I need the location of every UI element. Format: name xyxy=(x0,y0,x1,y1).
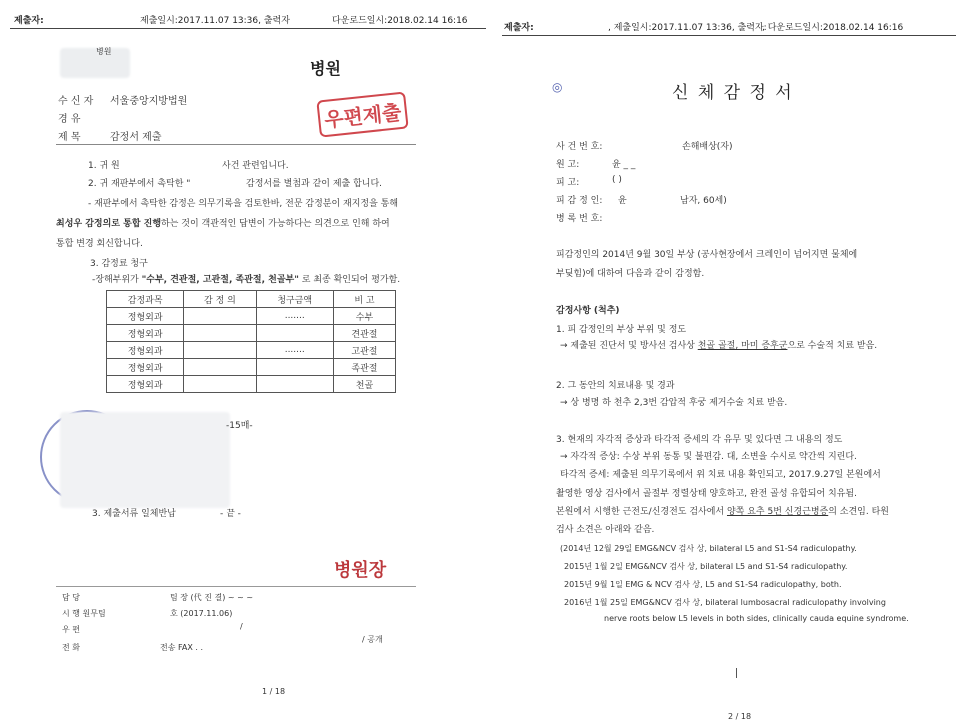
fee-cell-dept: 정형외과 xyxy=(107,342,184,359)
header-download-time-right: , 다운로드일시:2018.02.14 16:16 xyxy=(762,23,904,33)
fee-table-header xyxy=(107,291,396,308)
enforce-value: 호 (2017.11.06) xyxy=(170,609,233,618)
fee-cell-amount xyxy=(256,376,333,393)
subject-value: 감정서 제출 xyxy=(110,132,162,143)
section-title: 감정사항 (척추) xyxy=(556,306,620,316)
fee-cell-note: 천골 xyxy=(333,376,395,393)
item3-desc-bold: "수부, 견관절, 고관절, 족관절, 천골부" xyxy=(141,275,299,285)
right-page-number: 2 / 18 xyxy=(728,712,752,720)
logo-icon: ◎ xyxy=(552,80,563,94)
table-row xyxy=(107,376,396,393)
enforce-label: 시 행 원무팀 xyxy=(62,609,106,618)
director-stamp: 병원장 xyxy=(334,560,387,581)
report-title: 신 체 감 정 서 xyxy=(672,83,794,103)
item3-title: 3. 감정료 청구 xyxy=(90,259,148,269)
public-label: / 공개 xyxy=(362,635,383,644)
defendant-label: 피 고: xyxy=(556,178,580,188)
fee-cell-dept: 정형외과 xyxy=(107,359,184,376)
item3-desc-a: -장해부위가 xyxy=(92,275,142,285)
intro-line-a: 피감정인의 2014년 9월 30일 부상 (공사현장에서 크레인이 넘어지면 물체에 xyxy=(556,250,858,260)
sheet-count: -15매- xyxy=(226,421,253,431)
s3-objective-c1: 본원에서 시행한 근전도/신경전도 검사에서 xyxy=(556,507,727,517)
header-submitter: 제출자: xyxy=(14,16,44,26)
header-rule xyxy=(10,28,486,29)
header-submit-time: 제출일시:2017.11.07 13:36, 출력자 xyxy=(140,16,290,26)
fee-header-dept: 감정과목 xyxy=(107,291,184,308)
s2-body: → 상 병명 하 천추 2,3번 감압적 후궁 제거수술 치료 받음. xyxy=(560,398,788,408)
s3-objective-c2: 의 소견임. 타원 xyxy=(828,507,889,517)
fee-header-amount: 청구금액 xyxy=(256,291,333,308)
item2-rest-text: 하는 것이 객관적인 답변이 가능하다는 의견으로 인해 하여 xyxy=(161,219,390,229)
case-no-value: 손해배상(자) xyxy=(682,142,733,152)
footer-rule xyxy=(56,586,416,587)
header-submitter-right: 제출자: xyxy=(504,23,534,33)
fee-cell-amount: ....... xyxy=(256,308,333,325)
emg-result-3: 2015년 9월 1일 EMG & NCV 검사 상, L5 and S1-S4 radiculopathy, both. xyxy=(564,580,842,589)
item3-desc-b: 로 최종 확인되어 평가함. xyxy=(298,275,401,285)
org-small-label: 병원 xyxy=(96,47,112,56)
fee-table xyxy=(106,290,396,393)
redacted-logo xyxy=(60,48,130,78)
table-row xyxy=(107,359,396,376)
right-document-page xyxy=(500,0,960,720)
table-row xyxy=(107,325,396,342)
docs-return: 3. 제출서류 일체반납 xyxy=(92,509,176,519)
emg-result-2: 2015년 1월 2일 EMG&NCV 검사 상, bilateral L5 and S1-S4 radiculopathy. xyxy=(564,562,848,571)
item2-line-c: - 재판부에서 촉탁한 감정은 의무기록을 검토한바, 전문 감정분이 재지정을 통해 xyxy=(88,199,399,209)
fee-cell-doctor xyxy=(184,325,256,342)
examinee-label: 피 감 정 인: xyxy=(556,196,603,206)
fee-cell-amount: ....... xyxy=(256,342,333,359)
subject-label: 제 목 xyxy=(58,132,81,143)
subject-rule xyxy=(56,144,416,145)
emg-result-4b: nerve roots below L5 levels in both sides, clinically cauda equine syndrome. xyxy=(604,614,909,623)
fax-label: 전송 FAX . . xyxy=(160,643,203,652)
hospital-name: 병원 xyxy=(310,59,341,78)
s2-title: 2. 그 동안의 치료내용 및 경과 xyxy=(556,381,675,391)
recipient-value: 서울중앙지방법원 xyxy=(110,96,188,107)
s1-body-a: → 제출된 진단서 및 방사선 검사상 xyxy=(560,341,698,351)
phone-label: 전 화 xyxy=(62,643,80,652)
handler-value: 팀 장 (代 진 결) ~ ~ ~ xyxy=(170,593,254,602)
table-row xyxy=(107,308,396,325)
fee-cell-dept: 정형외과 xyxy=(107,308,184,325)
fee-cell-note: 견관절 xyxy=(333,325,395,342)
examinee-value-b: 남자, 60세) xyxy=(680,196,727,206)
redacted-seal-area xyxy=(60,412,230,508)
plaintiff-label: 원 고: xyxy=(556,160,580,170)
fee-cell-note: 고관절 xyxy=(333,342,395,359)
s3-subjective: → 자각적 증상: 수상 부위 동통 및 불편감. 대, 소변을 수시로 약간씩 지린다. xyxy=(560,452,857,462)
table-row xyxy=(107,342,396,359)
s3-objective-d: 검사 소견은 아래와 같음. xyxy=(556,525,655,535)
s3-objective-b: 촬영한 영상 검사에서 골절부 정렬상태 양호하고, 완전 골성 유합되어 치유됨. xyxy=(556,489,857,499)
s3-title: 3. 현재의 자각적 증상과 타각적 증세의 각 유무 및 있다면 그 내용의 정도 xyxy=(556,435,843,445)
item2-line-b: 감정서를 별첨과 같이 제출 합니다. xyxy=(246,179,383,189)
emg-result-1: (2014년 12월 29일 EMG&NCV 검사 상, bilateral L5 and S1-S4 radiculopathy. xyxy=(560,544,857,553)
plaintiff-value: 윤 _ _ xyxy=(612,160,636,170)
fee-cell-amount xyxy=(256,325,333,342)
fee-cell-doctor xyxy=(184,308,256,325)
fee-cell-note: 수부 xyxy=(333,308,395,325)
header-download-time: 다운로드일시:2018.02.14 16:16 xyxy=(332,16,468,26)
item1-text: 사건 관련입니다. xyxy=(222,161,289,171)
item2-line-a: 2. 귀 재판부에서 촉탁한 " xyxy=(88,179,191,189)
postal-label: 우 편 xyxy=(62,625,80,634)
defendant-value: ( ) xyxy=(612,175,622,185)
case-no-label: 사 건 번 호: xyxy=(556,142,603,152)
postal-value: / xyxy=(240,622,243,631)
item1-number: 1. 귀 원 xyxy=(88,161,120,171)
intro-line-b: 부딪힘)에 대하여 다음과 같이 감정함. xyxy=(556,269,705,279)
fee-cell-amount xyxy=(256,359,333,376)
fee-header-doctor: 감 정 의 xyxy=(184,291,256,308)
s1-body-underlined: 천골 골절, 마미 증후군 xyxy=(697,341,788,351)
fee-cell-doctor xyxy=(184,376,256,393)
s1-body-b: 으로 수술적 치료 받음. xyxy=(787,341,878,351)
fee-cell-dept: 정형외과 xyxy=(107,325,184,342)
record-no-label: 병 록 번 호: xyxy=(556,214,603,224)
header-rule-right xyxy=(502,35,956,36)
examinee-value-a: 윤 xyxy=(618,196,627,206)
recipient-label: 수 신 자 xyxy=(58,96,94,107)
item2-line-e: 통합 변경 회신합니다. xyxy=(56,239,143,249)
item2-bold-text: 최성우 감정의로 통합 진행 xyxy=(56,219,162,229)
post-submission-stamp: 우편제출 xyxy=(316,91,409,137)
fee-cell-doctor xyxy=(184,359,256,376)
emg-result-4a: 2016년 1월 25일 EMG&NCV 검사 상, bilateral lumbosacral radiculopathy involving xyxy=(564,598,886,607)
scan-mark xyxy=(736,668,737,678)
fee-cell-note: 족관절 xyxy=(333,359,395,376)
fee-header-note: 비 고 xyxy=(333,291,395,308)
header-submit-time-right: , 제출일시:2017.11.07 13:36, 출력자: xyxy=(608,23,767,33)
s3-objective-underlined: 양쪽 요추 5번 신경근병증 xyxy=(726,507,829,517)
left-page-number: 1 / 18 xyxy=(262,687,286,696)
via-label: 경 유 xyxy=(58,114,81,125)
fee-cell-dept: 정형외과 xyxy=(107,376,184,393)
s3-objective-a: 타각적 증세: 제출된 의무기록에서 위 치료 내용 확인되고, 2017.9.27일 본원에서 xyxy=(560,470,881,480)
handler-label: 담 당 xyxy=(62,593,80,602)
s1-title: 1. 피 감정인의 부상 부위 및 정도 xyxy=(556,325,687,335)
end-mark: - 끝 - xyxy=(220,509,241,519)
fee-cell-doctor xyxy=(184,342,256,359)
